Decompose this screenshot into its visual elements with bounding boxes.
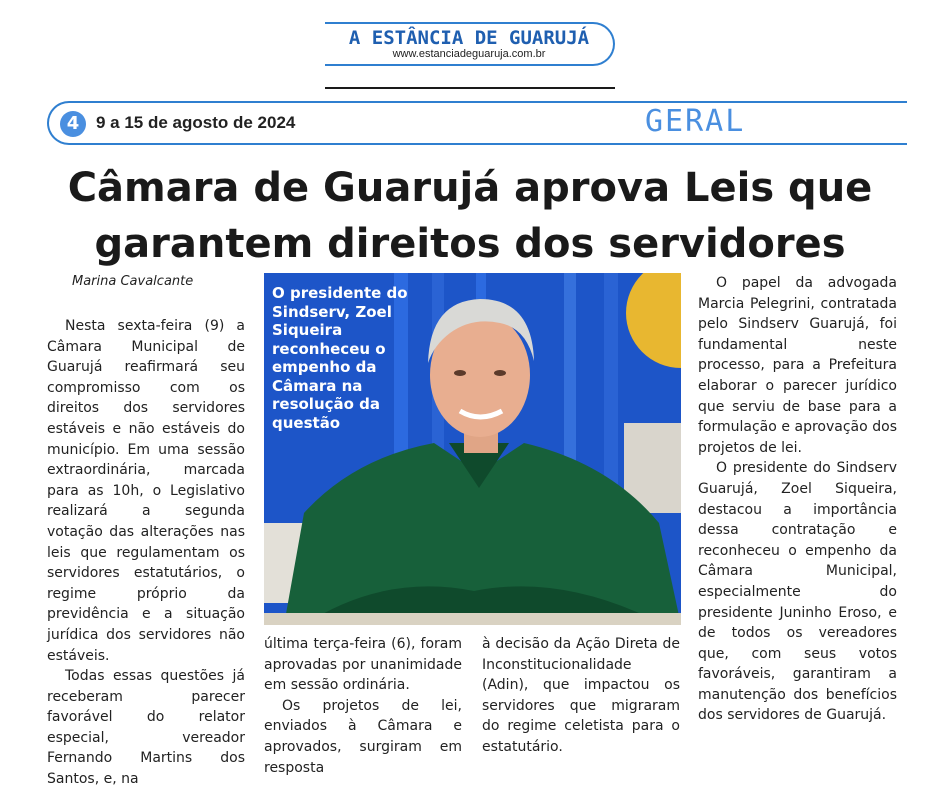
column-2-paragraph-1: última terça-feira (6), foram aprovadas por unanimidade em sessão ordinária. <box>264 636 462 694</box>
article-column-2 <box>264 634 462 778</box>
column-3-paragraph-1: à decisão da Ação Direta de Inconstitucionalidade (Adin), que impactou os servidores que migraram do regime celetista para o estatutário. <box>482 636 680 755</box>
headline-line-2: garantem direitos dos servidores <box>94 221 846 267</box>
masthead-rule <box>325 87 615 89</box>
byline: Marina Cavalcante <box>72 274 194 289</box>
section-label: GERAL <box>645 104 746 139</box>
article-headline <box>10 160 930 272</box>
article-column-1 <box>47 316 245 790</box>
photo-caption: O presidente do Sindserv, Zoel Siqueira reconheceu o empenho da Câmara na resolução da questão <box>272 284 408 432</box>
masthead <box>325 22 615 66</box>
headline-line-1: Câmara de Guarujá aprova Leis que <box>67 165 873 211</box>
masthead-name: A ESTÂNCIA DE GUARUJÁ <box>348 27 590 49</box>
masthead-url: www.estanciadeguaruja.com.br <box>392 48 546 60</box>
column-4-paragraph-2: O presidente do Sindserv Guarujá, Zoel Siqueira, destacou a importância dessa contratação e reconheceu o empenho da Câmara Municipal, especialmente do presidente Juninho Eroso, e de todos os vereadores que, com seus votos favoráveis, garantiram a manutenção dos benefícios dos servidores de Guarujá. <box>698 460 897 724</box>
issue-date: 9 a 15 de agosto de 2024 <box>96 113 296 132</box>
page-number-badge: 4 <box>60 111 86 137</box>
column-2-paragraph-2: Os projetos de lei, enviados à Câmara e aprovados, surgiram em resposta <box>264 697 462 776</box>
column-4-paragraph-1: O papel da advogada Marcia Pelegrini, contratada pelo Sindserv Guarujá, foi fundamental neste processo, para a Prefeitura elaborar o parecer jurídico que serviu de base para a formulação e aprovação dos projetos de lei. <box>698 275 897 456</box>
column-1-paragraph-2: Todas essas questões já receberam parecer favorável do relator especial, vereador Fernando Martins dos Santos, e, na <box>47 668 245 788</box>
article-column-3 <box>482 634 680 758</box>
article-column-4 <box>698 273 897 726</box>
column-1-paragraph-1: Nesta sexta-feira (9) a Câmara Municipal de Guarujá reafirmará seu compromisso com os direitos dos servidores estáveis e não estáveis do município. Em uma sessão extraordinária, marcada para as 10h, o Legislativo realizará a segunda votação das alterações nas leis que regulamentam os servidores estatutários, o regime próprio da previdência e a situação jurídica dos servidores não estáveis. <box>47 318 245 664</box>
